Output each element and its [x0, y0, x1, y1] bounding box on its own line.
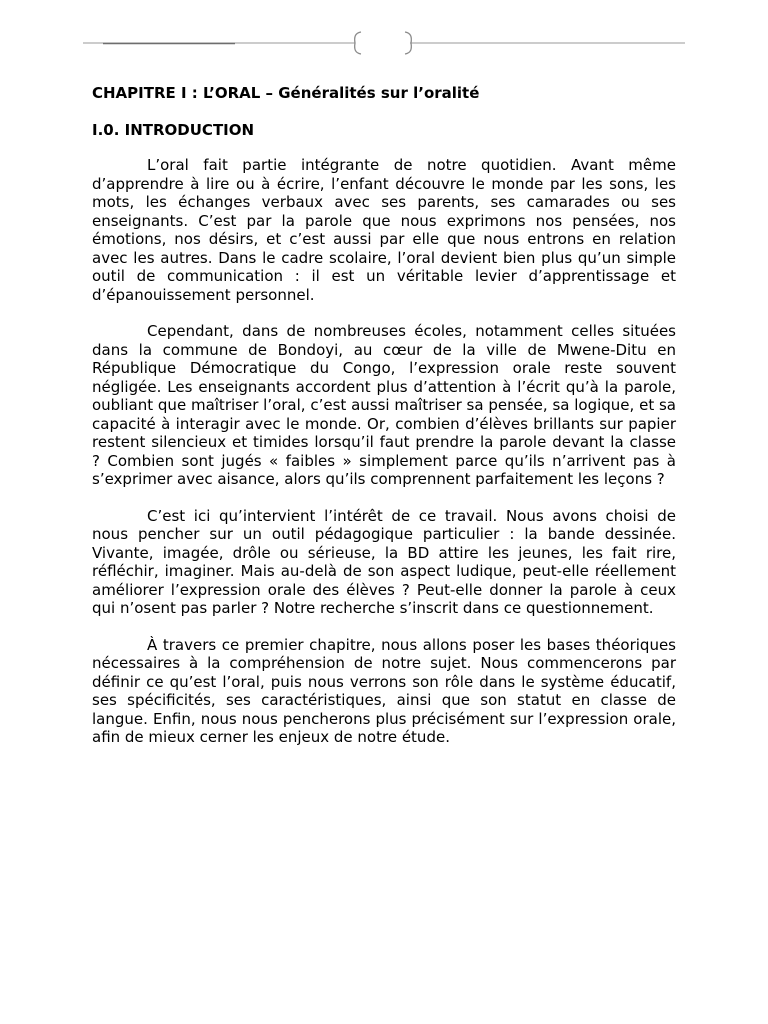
paragraph: Cependant, dans de nombreuses écoles, notamment celles situées dans la commune de Bondoyi, au cœur de la ville de Mwene-Ditu en République Démocratique du Congo, l’expression orale reste souvent négligée. Les enseignants accordent plus d’attention à l’écrit qu’à la parole, oubliant que maîtriser l’oral, c’est aussi maîtriser sa pensée, sa logique, et sa capacité à interagir avec le monde. Or, combien d’élèves brillants sur papier restent silencieux et timides lorsqu’il faut prendre la parole devant la classe ? Combien sont jugés « faibles » simplement parce qu’ils n’arrivent pas à s’exprimer avec aisance, alors qu’ils comprennent parfaitement les leçons ?: [92, 322, 676, 488]
document-body: [92, 84, 676, 765]
paragraph: C’est ici qu’intervient l’intérêt de ce travail. Nous avons choisi de nous pencher sur un outil pédagogique particulier : la bande dessinée. Vivante, imagée, drôle ou sérieuse, la BD attire les jeunes, les fait rire, réfléchir, imaginer. Mais au-delà de son aspect ludique, peut-elle réellement améliorer l’expression orale des élèves ? Peut-elle donner la parole à ceux qui n’osent pas parler ? Notre recherche s’inscrit dans ce questionnement.: [92, 506, 676, 617]
paragraph: L’oral fait partie intégrante de notre quotidien. Avant même d’apprendre à lire ou à écrire, l’enfant découvre le monde par les sons, les mots, les échanges verbaux avec ses parents, ses camarades ou ses enseignants. C’est par la parole que nous exprimons nos pensées, nos émotions, nos désirs, et c’est aussi par elle que nous entrons en relation avec les autres. Dans le cadre scolaire, l’oral devient bien plus qu’un simple outil de communication : il est un véritable levier d’apprentissage et d’épanouissement personnel.: [92, 156, 676, 304]
section-title: I.0. INTRODUCTION: [92, 121, 255, 139]
chapter-title: CHAPITRE I : L’ORAL – Généralités sur l’oralité: [92, 84, 480, 102]
page-header: [0, 0, 768, 70]
paragraph: À travers ce premier chapitre, nous allons poser les bases théoriques nécessaires à la compréhension de notre sujet. Nous commencerons par définir ce qu’est l’oral, puis nous verrons son rôle dans le système éducatif, ses spécificités, ses caractéristiques, ainsi que son statut en classe de langue. Enfin, nous nous pencherons plus précisément sur l’expression orale, afin de mieux cerner les enjeux de notre étude.: [92, 635, 676, 746]
header-ornament: [0, 0, 768, 70]
